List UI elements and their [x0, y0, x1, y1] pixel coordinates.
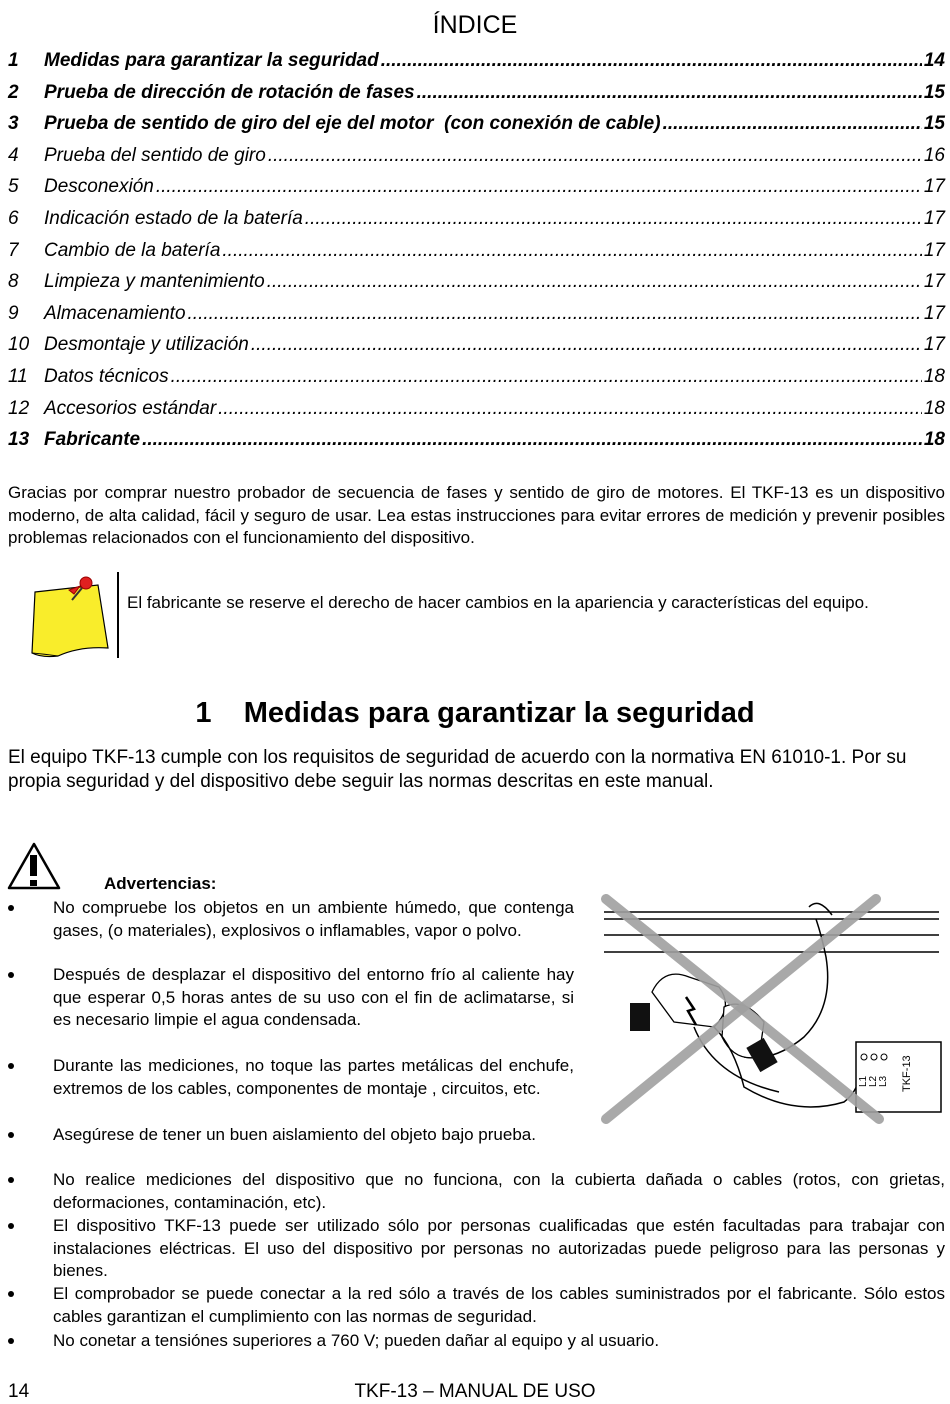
toc-entry-title: Prueba del sentido de giro [44, 144, 266, 166]
toc-entry-title: Indicación estado de la batería [44, 207, 303, 229]
note-text: El fabricante se reserve el derecho de hacer cambios en la apariencia y características del equipo. [127, 593, 869, 612]
toc-entry[interactable] [8, 239, 945, 271]
toc-entry-page: 15 [923, 81, 945, 103]
toc-leader-dots [663, 112, 922, 136]
footer-title: TKF-13 – MANUAL DE USO [354, 1381, 596, 1402]
bullet-icon [8, 1177, 14, 1183]
toc-leader-dots [267, 270, 922, 294]
warnings-title: Advertencias: [104, 874, 217, 893]
toc-entry-page: 17 [923, 271, 945, 293]
warning-item-text: Asegúrese de tener un buen aislamiento del objeto bajo prueba. [53, 1125, 536, 1144]
toc-entry-page: 18 [923, 429, 945, 451]
toc-entry-page: 18 [923, 397, 945, 419]
toc-entry[interactable] [8, 302, 945, 334]
toc-leader-dots [222, 239, 921, 263]
section-paragraph: El equipo TKF-13 cumple con los requisitos de seguridad de acuerdo con la normativa EN 61010-1. Por su propia seguridad y del dispositivo debe seguir las normas descritas en este manual. [8, 747, 907, 792]
warning-item-text: El comprobador se puede conectar a la red sólo a través de los cables suministrados por el fabricante. Sólo estos cables garantizan el cumplimiento con las normas de seguridad. [53, 1284, 945, 1326]
toc-entry[interactable] [8, 397, 945, 429]
warning-item-text: No realice mediciones del dispositivo que no funciona, con la cubierta dañada o cables (rotos, con grietas, deformaciones, contaminación, etc). [53, 1170, 945, 1212]
toc-entry-title: Accesorios estándar [44, 397, 217, 419]
warning-item-text: El dispositivo TKF-13 puede ser utilizado sólo por personas cualificadas que estén facultadas para trabajar con instalaciones eléctricas. El uso del dispositivo por personas no autorizadas puede peligroso para las personas y bienes. [53, 1216, 945, 1280]
toc-entry-page: 15 [923, 113, 945, 135]
toc-entry[interactable] [8, 175, 945, 207]
footer-page-number: 14 [8, 1381, 30, 1402]
bullet-icon [8, 1132, 14, 1138]
toc-leader-dots [251, 333, 922, 357]
pinned-note-icon [28, 570, 116, 658]
warning-item [8, 1330, 945, 1353]
toc-entry-page: 17 [923, 239, 945, 261]
bullet-icon [8, 1338, 14, 1344]
toc-leader-dots [218, 397, 922, 421]
toc-entry[interactable] [8, 144, 945, 176]
toc-entry[interactable] [8, 81, 945, 113]
warning-item [8, 1124, 574, 1147]
toc-entry-page: 16 [923, 144, 945, 166]
toc-entry-page: 17 [923, 176, 945, 198]
illustration-terminal-label: L3 [878, 1075, 889, 1087]
bullet-icon [8, 1063, 14, 1069]
toc-entry[interactable] [8, 365, 945, 397]
prohibited-usage-illustration [594, 887, 944, 1127]
section-heading: 1 Medidas para garantizar la seguridad [195, 697, 755, 729]
toc-entry[interactable] [8, 333, 945, 365]
toc-entry-number: 6 [8, 207, 19, 229]
illustration-terminal-label: L1 [858, 1075, 869, 1087]
toc-entry-number: 1 [8, 50, 19, 71]
toc-leader-dots [381, 49, 922, 73]
toc-leader-dots [305, 207, 922, 231]
toc-entry-number: 5 [8, 176, 19, 198]
warning-item [8, 1169, 945, 1214]
intro-paragraph: Gracias por comprar nuestro probador de secuencia de fases y sentido de giro de motores. El TKF-13 es un dispositivo moderno, de alta calidad, fácil y seguro de usar. Lea estas instrucciones para evitar errores de medición y prevenir posibles problemas relacionados con el funcionamiento del dispositivo. [8, 483, 945, 547]
toc-entry-title: Almacenamiento [44, 302, 186, 324]
warning-triangle-icon [6, 841, 62, 891]
toc-entry-page: 17 [923, 207, 945, 229]
toc-entry-title: Limpieza y mantenimiento [44, 271, 265, 293]
toc-entry-number: 10 [8, 334, 30, 356]
toc-entry-title: Prueba de dirección de rotación de fases [44, 81, 415, 103]
toc-leader-dots [417, 81, 922, 105]
toc-entry[interactable] [8, 428, 945, 460]
table-of-contents [8, 49, 945, 460]
toc-entry-number: 13 [8, 429, 30, 451]
toc-heading: ÍNDICE [432, 11, 518, 39]
warning-item-text: Durante las mediciones, no toque las partes metálicas del enchufe, extremos de los cables, componentes de montaje , circuitos, etc. [53, 1056, 574, 1098]
toc-entry-page: 14 [923, 50, 945, 71]
toc-entry-number: 11 [8, 365, 28, 387]
illustration-device-label: TKF-13 [901, 1055, 913, 1092]
toc-leader-dots [142, 428, 922, 452]
toc-entry-number: 8 [8, 271, 19, 293]
bullet-icon [8, 905, 14, 911]
toc-entry-title: Datos técnicos [44, 365, 169, 387]
bullet-icon [8, 1223, 14, 1229]
toc-entry-title: Cambio de la batería [44, 239, 221, 261]
warning-item [8, 964, 574, 1032]
toc-entry-title: Medidas para garantizar la seguridad [44, 50, 379, 71]
warning-item-text: No conetar a tensiónes superiores a 760 V; pueden dañar al equipo y al usuario. [53, 1331, 660, 1350]
note-divider [117, 572, 119, 658]
toc-entry-title: Prueba de sentido de giro del eje del motor (con conexión de cable) [44, 113, 661, 135]
toc-leader-dots [171, 365, 922, 389]
warning-item [8, 1283, 945, 1328]
toc-entry-page: 17 [923, 334, 945, 356]
warning-item-text: Después de desplazar el dispositivo del entorno frío al caliente hay que esperar 0,5 horas antes de su uso con el fin de aclimatarse, si es necesario limpie el agua condensada. [53, 965, 574, 1029]
toc-entry-number: 12 [8, 397, 30, 419]
toc-entry[interactable] [8, 112, 945, 144]
bullet-icon [8, 972, 14, 978]
toc-entry-title: Desconexión [44, 176, 154, 198]
toc-entry-number: 3 [8, 113, 19, 135]
toc-leader-dots [188, 302, 922, 326]
warning-item-text: No compruebe los objetos en un ambiente húmedo, que contenga gases, (o materiales), explosivos o inflamables, vapor o polvo. [53, 898, 574, 940]
toc-entry[interactable] [8, 270, 945, 302]
toc-entry-number: 9 [8, 302, 19, 324]
toc-entry-page: 17 [923, 302, 945, 324]
toc-entry-title: Desmontaje y utilización [44, 334, 249, 356]
toc-entry-page: 18 [923, 365, 945, 387]
toc-entry-number: 7 [8, 239, 19, 261]
toc-entry-title: Fabricante [44, 429, 141, 451]
toc-entry-number: 4 [8, 144, 19, 166]
illustration-terminal-label: L2 [868, 1075, 879, 1087]
toc-entry-number: 2 [8, 81, 19, 103]
toc-entry[interactable] [8, 207, 945, 239]
toc-leader-dots [156, 175, 922, 199]
warning-item [8, 897, 574, 942]
toc-entry[interactable] [8, 49, 945, 81]
toc-leader-dots [268, 144, 922, 168]
warning-item [8, 1055, 574, 1100]
warning-item [8, 1215, 945, 1283]
bullet-icon [8, 1291, 14, 1297]
